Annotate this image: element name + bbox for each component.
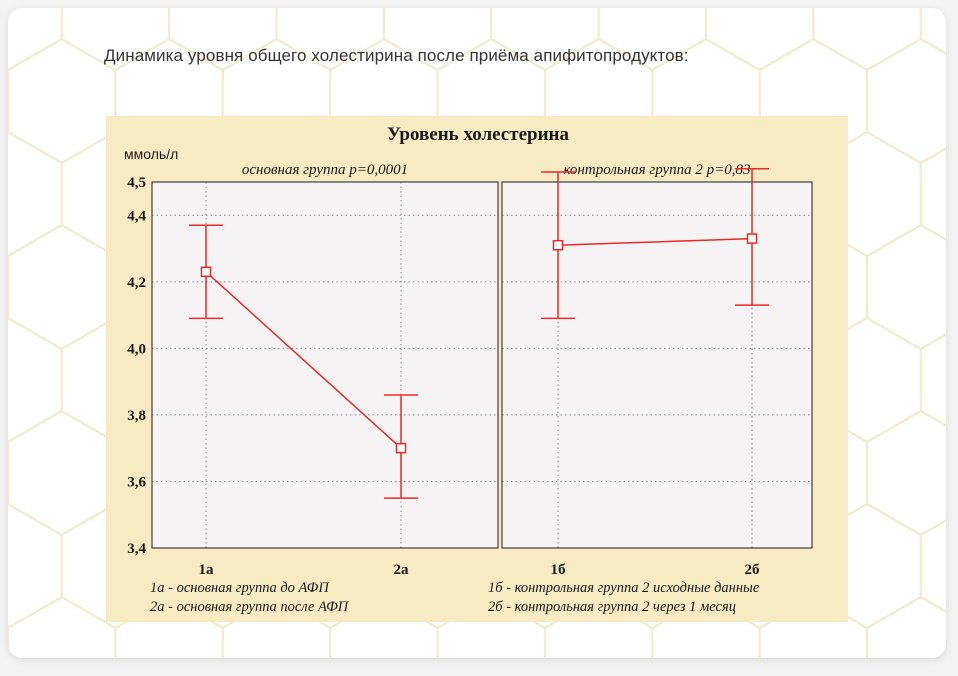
content-card <box>8 8 946 658</box>
hexagon-shape <box>8 597 115 658</box>
y-tick-label: 3,8 <box>127 407 146 424</box>
hexagon-shape <box>8 411 115 535</box>
hexagon-shape <box>813 8 920 70</box>
panel-subtitle: основная группа p=0,0001 <box>241 162 409 178</box>
hexagon-shape <box>867 597 946 658</box>
chart-title: Уровень холестерина <box>387 124 569 145</box>
hexagon-shape <box>706 8 813 70</box>
plot-panel-2 <box>502 182 812 548</box>
hexagon-shape <box>8 132 62 256</box>
hexagon-shape <box>8 39 115 163</box>
y-tick-label: 4,2 <box>127 274 146 291</box>
data-point <box>397 444 406 453</box>
y-tick-label: 4,0 <box>127 341 146 358</box>
cholesterol-chart-figure <box>106 116 848 622</box>
legend-entry: 2б - контрольная группа 2 через 1 месяц <box>488 599 736 615</box>
x-tick-label: 2б <box>744 562 760 578</box>
data-point <box>554 241 563 250</box>
y-tick-label: 3,4 <box>127 541 146 557</box>
hexagon-shape <box>867 225 946 349</box>
legend-entry: 2а - основная группа после АФП <box>150 599 349 615</box>
y-tick-label: 3,6 <box>127 474 146 491</box>
legend-entry: 1б - контрольная группа 2 исходные данные <box>488 580 760 596</box>
data-point <box>202 267 211 276</box>
hexagon-shape <box>8 504 62 628</box>
hexagon-shape <box>921 8 946 70</box>
y-tick-label: 4,4 <box>127 208 146 225</box>
hexagon-shape <box>8 8 62 70</box>
hexagon-shape <box>8 318 62 442</box>
hexagon-shape <box>867 39 946 163</box>
hexagon-shape <box>867 411 946 535</box>
plot-panel-1 <box>152 182 498 548</box>
data-point <box>748 234 757 243</box>
page-heading: Динамика уровня общего холестирина после приёма апифитопродуктов: <box>104 46 689 65</box>
x-tick-label: 1б <box>550 562 566 578</box>
panel-subtitle: контрольная группа 2 p=0,83 <box>563 162 751 178</box>
x-tick-label: 1а <box>198 562 214 578</box>
legend-entry: 1а - основная группа до АФП <box>150 580 329 596</box>
hexagon-shape <box>8 225 115 349</box>
cholesterol-chart <box>106 116 848 622</box>
y-tick-label: 4,5 <box>127 175 146 191</box>
y-axis-unit: ммоль/л <box>124 146 179 162</box>
x-tick-label: 2а <box>393 562 409 578</box>
